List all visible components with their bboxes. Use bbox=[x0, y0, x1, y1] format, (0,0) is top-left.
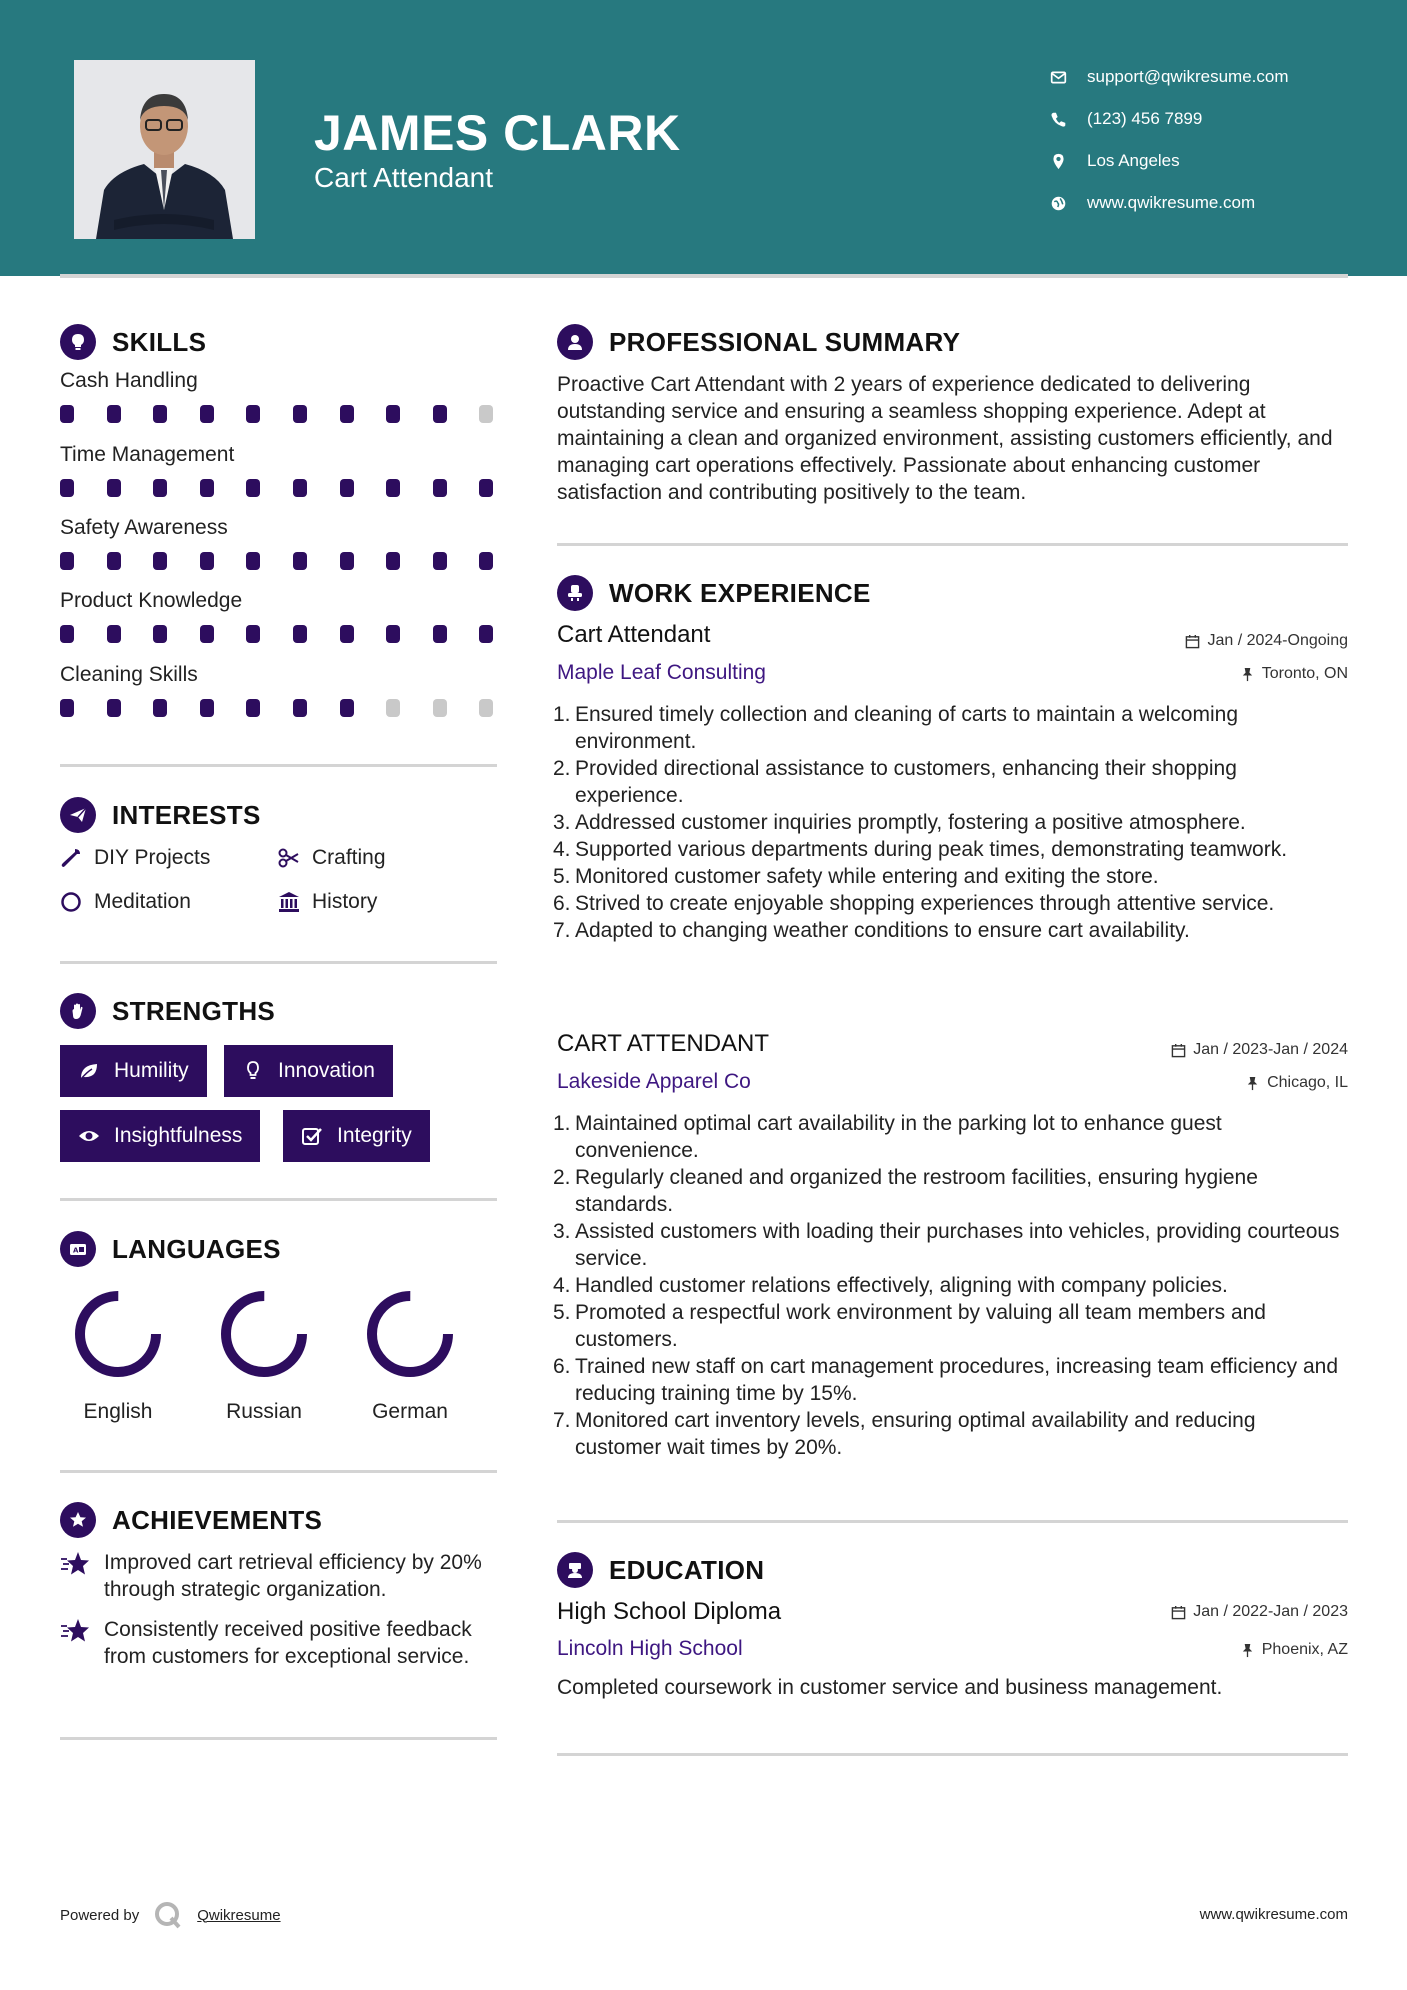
calendar-icon bbox=[1171, 1043, 1186, 1058]
skill-dot-filled bbox=[107, 552, 121, 570]
strength-label: Integrity bbox=[337, 1124, 412, 1147]
skill-dot-filled bbox=[200, 405, 214, 423]
interest-label: Meditation bbox=[94, 890, 191, 913]
language-item bbox=[194, 1284, 334, 1424]
job-title: CART ATTENDANT bbox=[557, 1030, 770, 1057]
responsibility-text: Maintained optimal cart availability in the parking lot to enhance guest convenience. bbox=[575, 1112, 1222, 1162]
responsibility-text: Monitored customer safety while entering and exiting the store. bbox=[575, 865, 1159, 888]
skill-dot-filled bbox=[479, 479, 493, 497]
institution-icon bbox=[278, 891, 300, 913]
responsibility-text: Regularly cleaned and organized the restroom facilities, ensuring hygiene standards. bbox=[575, 1166, 1258, 1216]
paper-plane-icon bbox=[60, 797, 96, 833]
education-school: Lincoln High School bbox=[557, 1637, 743, 1660]
language-label: Russian bbox=[226, 1400, 302, 1423]
education-dates bbox=[1171, 1603, 1348, 1621]
job-location-text: Chicago, IL bbox=[1267, 1074, 1348, 1091]
skill-dot-filled bbox=[386, 625, 400, 643]
skill-dot-filled bbox=[340, 552, 354, 570]
job-company: Lakeside Apparel Co bbox=[557, 1070, 751, 1093]
skill-dot-filled bbox=[60, 625, 74, 643]
skill-dot-filled bbox=[386, 405, 400, 423]
responsibility-text: Strived to create enjoyable shopping experiences through attentive service. bbox=[575, 892, 1275, 915]
skill-dot-filled bbox=[107, 405, 121, 423]
language-label: German bbox=[372, 1400, 448, 1423]
list-number: 7. bbox=[553, 919, 571, 942]
envelope-icon bbox=[1050, 69, 1067, 86]
strength-tag bbox=[224, 1045, 393, 1097]
section-divider bbox=[60, 1198, 497, 1201]
language-label: English bbox=[83, 1400, 153, 1423]
skill-dot-filled bbox=[386, 479, 400, 497]
interests-heading bbox=[60, 797, 261, 833]
footer-url[interactable]: www.qwikresume.com bbox=[1199, 1906, 1348, 1923]
job-location bbox=[1245, 1074, 1348, 1092]
calendar-icon bbox=[1171, 1605, 1186, 1620]
responsibility-text: Addressed customer inquiries promptly, fostering a positive atmosphere. bbox=[575, 811, 1246, 834]
language-level-arc bbox=[226, 1296, 302, 1372]
interest-item bbox=[278, 846, 386, 870]
responsibility-item bbox=[553, 1299, 1347, 1353]
globe-icon bbox=[1050, 195, 1067, 212]
skill-dot-filled bbox=[386, 552, 400, 570]
skill-dot-filled bbox=[340, 625, 354, 643]
skill-dot-filled bbox=[153, 699, 167, 717]
section-divider bbox=[557, 1753, 1348, 1756]
skill-dot-filled bbox=[153, 552, 167, 570]
skill-dot-empty bbox=[479, 699, 493, 717]
star-badge-icon bbox=[60, 1502, 96, 1538]
responsibility-text: Assisted customers with loading their purchases into vehicles, providing courteous service. bbox=[575, 1220, 1340, 1270]
pushpin-icon bbox=[1245, 1076, 1260, 1091]
responsibility-item bbox=[553, 863, 1347, 890]
skill-dot-filled bbox=[60, 405, 74, 423]
skill-dot-filled bbox=[433, 625, 447, 643]
job-location-text: Toronto, ON bbox=[1261, 665, 1348, 682]
skill-dot-filled bbox=[433, 479, 447, 497]
job-responsibilities bbox=[553, 1110, 1347, 1461]
contact-location-text: Los Angeles bbox=[1087, 151, 1180, 170]
contact-website[interactable] bbox=[1050, 182, 1289, 224]
skill-dot-empty bbox=[479, 405, 493, 423]
skills-title: SKILLS bbox=[112, 326, 207, 357]
skill-dot-filled bbox=[293, 625, 307, 643]
language-icon bbox=[60, 1231, 96, 1267]
skill-dot-filled bbox=[293, 479, 307, 497]
contact-location bbox=[1050, 140, 1289, 182]
skill-dot-filled bbox=[153, 405, 167, 423]
header-divider bbox=[60, 274, 1348, 278]
section-divider bbox=[60, 1737, 497, 1740]
skill-level-meter bbox=[60, 405, 500, 429]
list-number: 1. bbox=[553, 703, 571, 726]
interests-title: INTERESTS bbox=[112, 799, 261, 830]
interest-item bbox=[60, 846, 210, 870]
experience-title: WORK EXPERIENCE bbox=[609, 577, 871, 608]
section-divider bbox=[557, 1520, 1348, 1523]
calendar-icon bbox=[1185, 634, 1200, 649]
education-heading bbox=[557, 1552, 764, 1588]
eye-icon bbox=[78, 1125, 100, 1147]
skill-dot-filled bbox=[246, 625, 260, 643]
interest-label: DIY Projects bbox=[94, 846, 211, 869]
education-title: EDUCATION bbox=[609, 1554, 765, 1585]
skill-dot-filled bbox=[200, 552, 214, 570]
svg-text:A: A bbox=[73, 1246, 79, 1255]
pushpin-icon bbox=[1240, 667, 1255, 682]
skill-dot-filled bbox=[200, 479, 214, 497]
responsibility-item bbox=[553, 1407, 1347, 1461]
skill-dot-filled bbox=[107, 699, 121, 717]
skill-label: Safety Awareness bbox=[60, 516, 228, 539]
footer-powered-by bbox=[60, 1900, 281, 1930]
skill-dot-filled bbox=[433, 552, 447, 570]
skill-dot-filled bbox=[107, 625, 121, 643]
responsibility-item bbox=[553, 1353, 1347, 1407]
responsibility-item bbox=[553, 701, 1347, 755]
contact-email-text: support@qwikresume.com bbox=[1087, 67, 1289, 86]
skill-dot-filled bbox=[340, 699, 354, 717]
skill-label: Product Knowledge bbox=[60, 589, 243, 612]
candidate-title: Cart Attendant bbox=[314, 162, 494, 193]
language-level-ring bbox=[214, 1284, 314, 1384]
skill-label: Cash Handling bbox=[60, 369, 198, 392]
education-description: Completed coursework in customer service and business management. bbox=[557, 1676, 1223, 1699]
achievement-text: Consistently received positive feedback from customers for exceptional service. bbox=[104, 1618, 472, 1668]
job-dates-text: Jan / 2023-Jan / 2024 bbox=[1193, 1041, 1348, 1058]
responsibility-item bbox=[553, 1218, 1347, 1272]
job-company: Maple Leaf Consulting bbox=[557, 661, 766, 684]
achievement-text: Improved cart retrieval efficiency by 20% through strategic organization. bbox=[104, 1551, 482, 1601]
skill-dot-filled bbox=[153, 479, 167, 497]
skill-dot-filled bbox=[107, 479, 121, 497]
skill-dot-empty bbox=[433, 699, 447, 717]
star-icon bbox=[60, 1549, 90, 1579]
skill-label: Cleaning Skills bbox=[60, 663, 198, 686]
skill-dot-filled bbox=[293, 405, 307, 423]
language-level-ring bbox=[360, 1284, 460, 1384]
star-icon bbox=[60, 1616, 90, 1646]
skill-level-meter bbox=[60, 552, 500, 576]
skill-label: Time Management bbox=[60, 443, 235, 466]
contact-phone[interactable] bbox=[1050, 98, 1289, 140]
interest-item bbox=[278, 890, 377, 914]
responsibility-text: Ensured timely collection and cleaning of carts to maintain a welcoming environment. bbox=[575, 703, 1239, 753]
interest-label: Crafting bbox=[312, 846, 386, 869]
lightbulb-icon bbox=[60, 324, 96, 360]
skill-dot-filled bbox=[246, 405, 260, 423]
list-number: 4. bbox=[553, 1274, 571, 1297]
achievement-item bbox=[60, 1549, 500, 1603]
profile-photo bbox=[74, 60, 255, 239]
responsibility-item bbox=[553, 917, 1347, 944]
contact-list bbox=[1050, 56, 1289, 224]
responsibility-text: Promoted a respectful work environment by valuing all team members and customers. bbox=[575, 1301, 1266, 1351]
experience-heading bbox=[557, 575, 871, 611]
skill-dot-filled bbox=[479, 625, 493, 643]
person-portrait-icon bbox=[74, 60, 255, 239]
skill-dot-filled bbox=[479, 552, 493, 570]
resume-header bbox=[0, 0, 1407, 276]
strengths-title: STRENGTHS bbox=[112, 995, 276, 1026]
check-square-icon bbox=[301, 1125, 323, 1147]
language-item bbox=[340, 1284, 480, 1424]
skill-dot-filled bbox=[60, 479, 74, 497]
section-divider bbox=[60, 764, 497, 767]
responsibility-text: Supported various departments during peak times, demonstrating teamwork. bbox=[575, 838, 1288, 861]
skill-item bbox=[60, 443, 500, 503]
responsibility-text: Handled customer relations effectively, aligning with company policies. bbox=[575, 1274, 1228, 1297]
skill-dot-filled bbox=[200, 699, 214, 717]
strength-tag bbox=[60, 1110, 260, 1162]
skill-dot-filled bbox=[60, 552, 74, 570]
responsibility-item bbox=[553, 890, 1347, 917]
skill-dot-filled bbox=[153, 625, 167, 643]
job-location bbox=[1240, 665, 1348, 683]
skills-heading bbox=[60, 324, 206, 360]
section-divider bbox=[60, 1470, 497, 1473]
list-number: 6. bbox=[553, 1355, 571, 1378]
skill-dot-filled bbox=[340, 479, 354, 497]
language-level-arc bbox=[372, 1296, 448, 1372]
responsibility-item bbox=[553, 1164, 1347, 1218]
contact-phone-text: (123) 456 7899 bbox=[1087, 109, 1203, 128]
candidate-name: JAMES CLARK bbox=[314, 105, 681, 161]
strengths-heading bbox=[60, 993, 275, 1029]
responsibility-text: Adapted to changing weather conditions to ensure cart availability. bbox=[575, 919, 1190, 942]
summary-heading bbox=[557, 324, 960, 360]
responsibility-item bbox=[553, 1272, 1347, 1299]
list-number: 7. bbox=[553, 1409, 571, 1432]
job-responsibilities bbox=[553, 701, 1347, 944]
list-number: 2. bbox=[553, 1166, 571, 1189]
list-number: 6. bbox=[553, 892, 571, 915]
phone-icon bbox=[1050, 111, 1067, 128]
responsibility-item bbox=[553, 809, 1347, 836]
achievements-heading bbox=[60, 1502, 322, 1538]
responsibility-item bbox=[553, 755, 1347, 809]
interest-item bbox=[60, 890, 191, 914]
language-item bbox=[48, 1284, 188, 1424]
strength-tag bbox=[283, 1110, 430, 1162]
contact-email[interactable] bbox=[1050, 56, 1289, 98]
qwikresume-link[interactable]: Qwikresume bbox=[197, 1906, 281, 1924]
list-number: 5. bbox=[553, 865, 571, 888]
graduate-icon bbox=[557, 1552, 593, 1588]
map-marker-icon bbox=[1050, 153, 1067, 170]
skill-dot-filled bbox=[246, 479, 260, 497]
scissors-icon bbox=[278, 847, 300, 869]
user-icon bbox=[557, 324, 593, 360]
achievement-item bbox=[60, 1616, 500, 1670]
skill-level-meter bbox=[60, 699, 500, 723]
language-level-ring bbox=[68, 1284, 168, 1384]
responsibility-item bbox=[553, 836, 1347, 863]
powered-by-text: Powered by bbox=[60, 1906, 140, 1924]
interest-label: History bbox=[312, 890, 378, 913]
language-level-arc bbox=[80, 1296, 156, 1372]
skill-dot-filled bbox=[293, 699, 307, 717]
job-dates bbox=[1185, 632, 1348, 650]
skill-dot-filled bbox=[340, 405, 354, 423]
responsibility-text: Provided directional assistance to customers, enhancing their shopping experience. bbox=[575, 757, 1237, 807]
strength-label: Innovation bbox=[278, 1059, 375, 1082]
summary-title: PROFESSIONAL SUMMARY bbox=[609, 326, 961, 357]
skill-dot-filled bbox=[433, 405, 447, 423]
skill-item bbox=[60, 589, 500, 649]
skill-dot-filled bbox=[293, 552, 307, 570]
achievements-title: ACHIEVEMENTS bbox=[112, 1504, 323, 1535]
section-divider bbox=[557, 543, 1348, 546]
list-number: 3. bbox=[553, 811, 571, 834]
education-degree: High School Diploma bbox=[557, 1598, 782, 1625]
skill-dot-filled bbox=[60, 699, 74, 717]
skill-item bbox=[60, 663, 500, 723]
list-number: 4. bbox=[553, 838, 571, 861]
skill-dot-filled bbox=[200, 625, 214, 643]
job-dates bbox=[1171, 1041, 1348, 1059]
contact-website-text: www.qwikresume.com bbox=[1087, 193, 1256, 212]
skill-item bbox=[60, 516, 500, 576]
skill-item bbox=[60, 369, 500, 429]
languages-heading bbox=[60, 1231, 281, 1267]
responsibility-text: Monitored cart inventory levels, ensuring optimal availability and reducing customer wait times by 20%. bbox=[575, 1409, 1256, 1459]
hand-icon bbox=[60, 993, 96, 1029]
list-number: 1. bbox=[553, 1112, 571, 1135]
skill-dot-filled bbox=[246, 552, 260, 570]
wrench-icon bbox=[60, 847, 82, 869]
section-divider bbox=[60, 961, 497, 964]
strength-tag bbox=[60, 1045, 207, 1097]
job-dates-text: Jan / 2024-Ongoing bbox=[1207, 632, 1348, 649]
briefcase-icon bbox=[557, 575, 593, 611]
skill-dot-empty bbox=[386, 699, 400, 717]
list-number: 3. bbox=[553, 1220, 571, 1243]
languages-title: LANGUAGES bbox=[112, 1233, 281, 1264]
list-number: 2. bbox=[553, 757, 571, 780]
qwikresume-logo-icon bbox=[153, 1900, 183, 1930]
skill-dot-filled bbox=[246, 699, 260, 717]
list-number: 5. bbox=[553, 1301, 571, 1324]
skill-level-meter bbox=[60, 625, 500, 649]
leaf-icon bbox=[78, 1060, 100, 1082]
education-location bbox=[1240, 1641, 1348, 1659]
summary-text: Proactive Cart Attendant with 2 years of experience dedicated to delivering outstanding service and ensuring a seamless shopping experience. Adept at maintaining a clean and organized environment, assisting customers efficiently, and managing cart operations effectively. Passionate about enhancing customer satisfaction and contributing positively to the team. bbox=[557, 373, 1333, 504]
job-title: Cart Attendant bbox=[557, 621, 711, 648]
pushpin-icon bbox=[1240, 1643, 1255, 1658]
circle-icon bbox=[60, 891, 82, 913]
strength-label: Insightfulness bbox=[114, 1124, 243, 1147]
strength-label: Humility bbox=[114, 1059, 189, 1082]
responsibility-item bbox=[553, 1110, 1347, 1164]
education-location-text: Phoenix, AZ bbox=[1261, 1641, 1348, 1658]
lightbulb-icon bbox=[242, 1060, 264, 1082]
responsibility-text: Trained new staff on cart management procedures, increasing team efficiency and reducing training time by 15%. bbox=[575, 1355, 1339, 1405]
skill-level-meter bbox=[60, 479, 500, 503]
education-dates-text: Jan / 2022-Jan / 2023 bbox=[1193, 1603, 1348, 1620]
